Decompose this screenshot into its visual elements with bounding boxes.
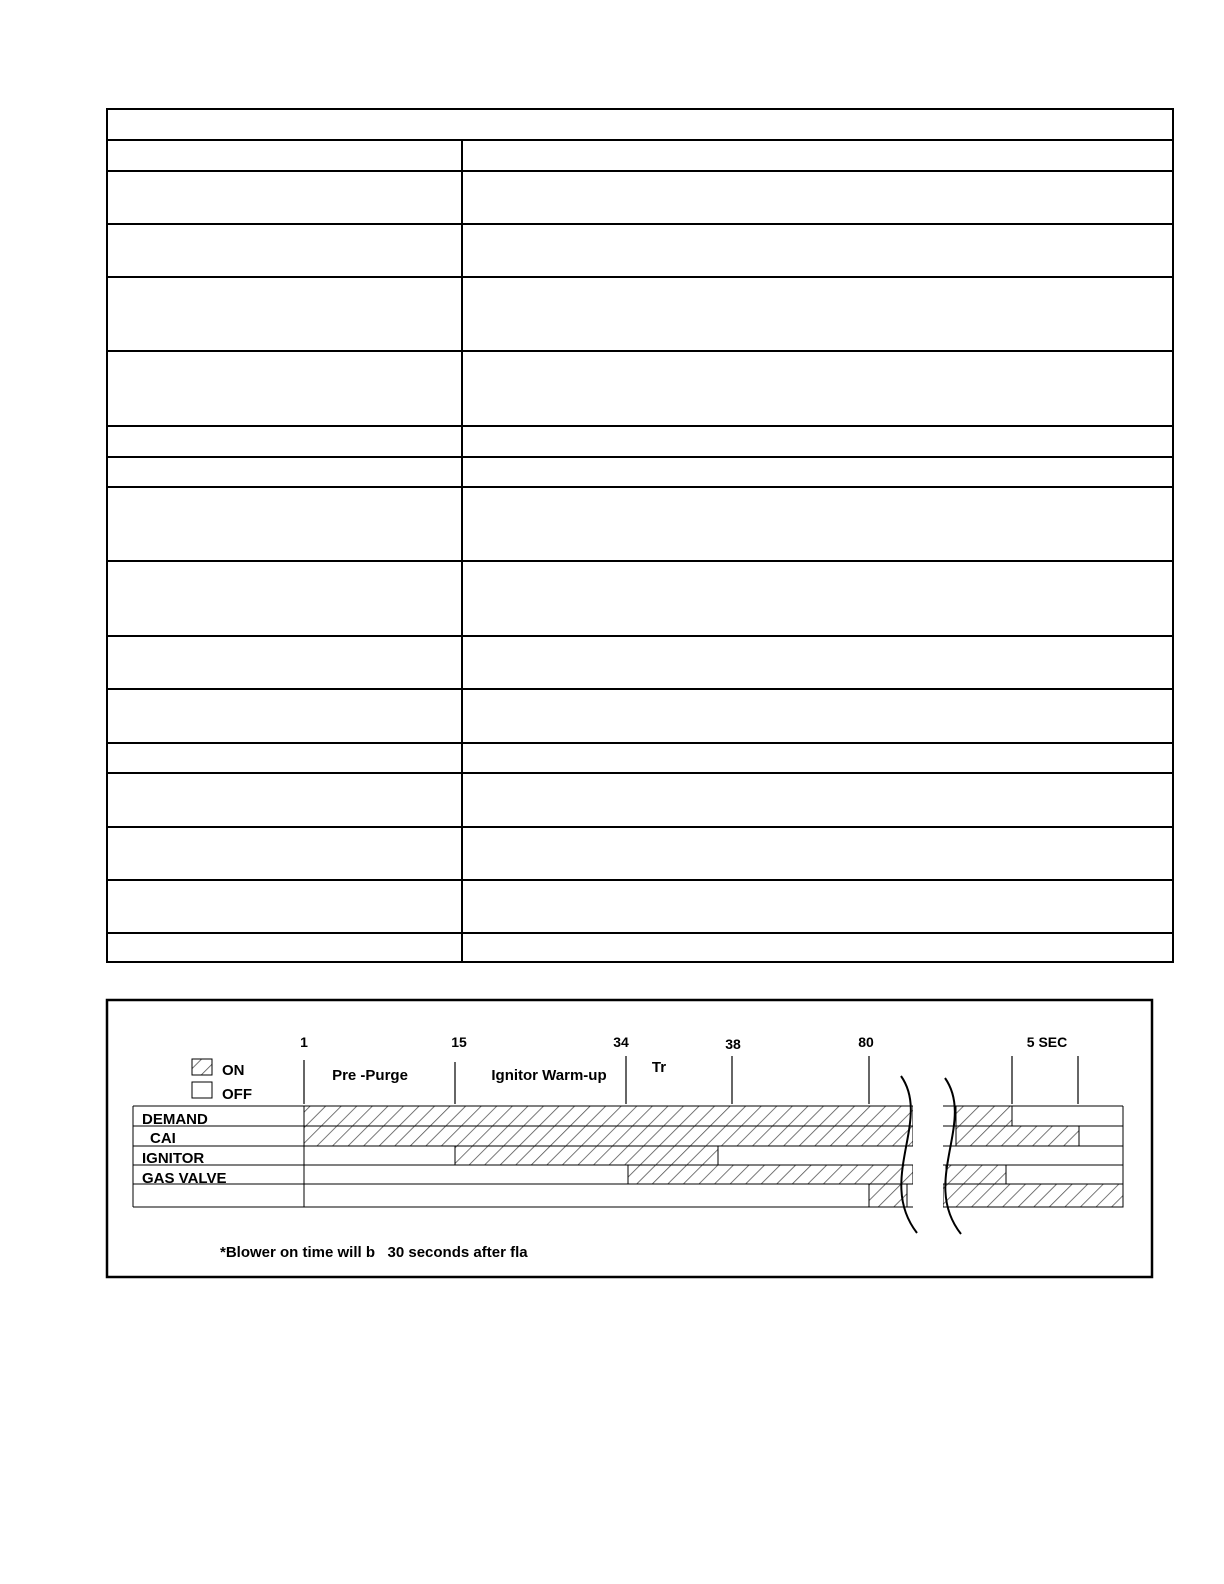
tick-label: 5 SEC [1026, 1034, 1068, 1050]
tick-label: 80 [858, 1034, 874, 1050]
legend-off-label: OFF [222, 1086, 252, 1103]
tick-label: 1 [300, 1034, 308, 1050]
signal-label-cai: CAI [150, 1130, 176, 1147]
signal-label-ignitor: IGNITOR [142, 1150, 205, 1167]
ignitor-on-bar [455, 1146, 718, 1165]
signal-label-demand: DEMAND [142, 1111, 208, 1128]
demand-on-bar-after-break [956, 1106, 1012, 1126]
footnote: *Blower on time will b 30 seconds after fla [220, 1244, 528, 1261]
gas-valve-on-bar-after-break [946, 1165, 1006, 1184]
tick-label: 34 [613, 1034, 629, 1050]
phase-label-ignitor-warm-up: Ignitor Warm-up [491, 1067, 607, 1084]
tick-label: 15 [451, 1034, 467, 1050]
gas-valve-on-bar [628, 1165, 913, 1184]
cai-on-bar [304, 1126, 913, 1146]
tick-label: 38 [725, 1036, 741, 1052]
legend-on-swatch [192, 1059, 212, 1075]
cai-on-bar-after-break [956, 1126, 1079, 1146]
phase-label-pre-purge: Pre -Purge [332, 1067, 408, 1084]
phase-label-tr: Tr [651, 1059, 667, 1076]
fifth-row-on-bar-after-break [943, 1184, 1123, 1207]
axis-break-gap [913, 1100, 943, 1212]
axis-break-right-curve [945, 1078, 961, 1234]
legend-off-swatch [192, 1082, 212, 1098]
legend-on-label: ON [222, 1062, 245, 1079]
signal-label-gas-valve: GAS VALVE [142, 1170, 227, 1187]
demand-on-bar [304, 1106, 913, 1126]
